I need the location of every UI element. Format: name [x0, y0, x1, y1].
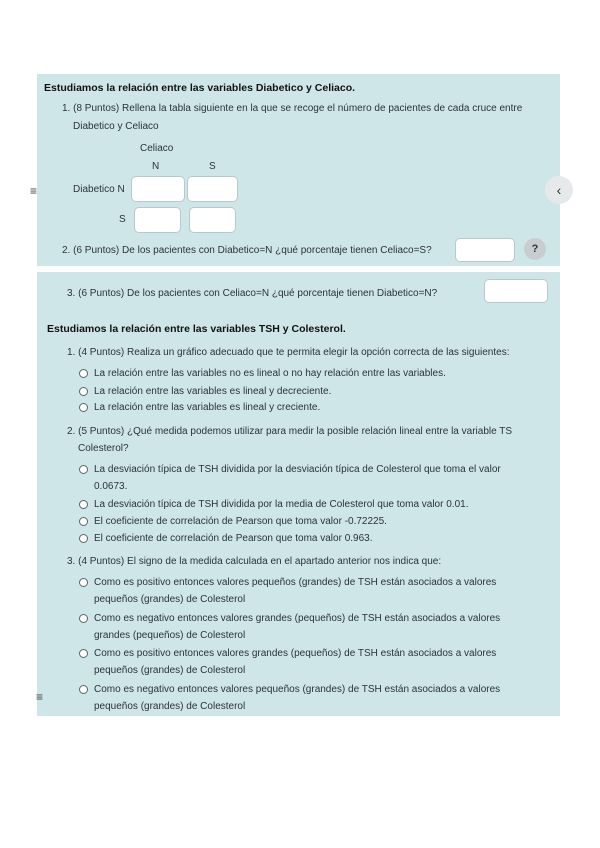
tsh-q3-option-4-radio[interactable] — [79, 685, 88, 694]
tsh-question-2-text: 2. (5 Puntos) ¿Qué medida podemos utilizar para medir la posible relación lineal entre la variable TS — [67, 426, 513, 437]
question-3-text: 3. (6 Puntos) De los pacientes con Celiaco=N ¿qué porcentaje tienen Diabetico=N? — [67, 288, 438, 299]
section-heading-tsh-colesterol: Estudiamos la relación entre las variables TSH y Colesterol. — [47, 323, 346, 335]
tsh-q3-option-2-radio[interactable] — [79, 614, 88, 623]
table-col-variable: Celiaco — [140, 143, 174, 154]
table-row-variable: Diabetico N — [73, 184, 125, 195]
tsh-q2-option-4-label: El coeficiente de correlación de Pearson que toma valor 0.963. — [94, 533, 373, 544]
tsh-q3-option-1-radio[interactable] — [79, 578, 88, 587]
tsh-q3-option-3-radio[interactable] — [79, 649, 88, 658]
cell-diabetico-s-celiaco-n[interactable] — [134, 207, 181, 233]
chevron-left-icon: ‹ — [556, 182, 562, 198]
question-mark-icon: ? — [531, 243, 539, 255]
tsh-q3-option-4-label-cont: pequeños (grandes) de Colesterol — [94, 701, 246, 712]
tsh-q2-option-1-label-cont: 0.0673. — [94, 481, 128, 492]
table-col-s: S — [209, 161, 216, 172]
tsh-q2-option-1-radio[interactable] — [79, 465, 88, 474]
tsh-q3-option-1-label: Como es positivo entonces valores pequeños (grandes) de TSH están asociados a valores — [94, 577, 497, 588]
tsh-q3-option-1-label-cont: pequeños (grandes) de Colesterol — [94, 594, 246, 605]
question-1-text-cont: Diabetico y Celiaco — [73, 121, 159, 132]
hamburger-menu-icon-bottom[interactable]: ≡ — [36, 690, 44, 704]
section-heading-diabetico-celiaco: Estudiamos la relación entre las variables Diabetico y Celiaco. — [44, 82, 356, 94]
cell-diabetico-n-celiaco-n[interactable] — [131, 176, 185, 202]
back-button[interactable] — [545, 176, 573, 204]
tsh-q2-option-2-radio[interactable] — [79, 500, 88, 509]
tsh-q1-option-2-radio[interactable] — [79, 387, 88, 396]
tsh-q2-option-4-radio[interactable] — [79, 534, 88, 543]
tsh-q3-option-2-label: Como es negativo entonces valores grandes (pequeños) de TSH están asociados a valores — [94, 613, 501, 624]
tsh-q1-option-3-label: La relación entre las variables es lineal y creciente. — [94, 402, 321, 413]
cell-diabetico-n-celiaco-s[interactable] — [187, 176, 238, 202]
hamburger-menu-icon[interactable]: ≡ — [30, 184, 38, 198]
tsh-question-1-text: 1. (4 Puntos) Realiza un gráfico adecuado que te permita elegir la opción correcta de las siguientes: — [67, 347, 510, 358]
tsh-q1-option-2-label: La relación entre las variables es lineal y decreciente. — [94, 386, 332, 397]
table-col-n: N — [152, 161, 160, 172]
tsh-q1-option-1-label: La relación entre las variables no es lineal o no hay relación entre las variables. — [94, 368, 446, 379]
question-2-text: 2. (6 Puntos) De los pacientes con Diabetico=N ¿qué porcentaje tienen Celiaco=S? — [62, 245, 432, 256]
question-3-answer-input[interactable] — [484, 279, 548, 303]
tsh-q3-option-2-label-cont: grandes (pequeños) de Colesterol — [94, 630, 246, 641]
tsh-question-2-text-cont: Colesterol? — [78, 443, 129, 454]
tsh-q2-option-2-label: La desviación típica de TSH dividida por la media de Colesterol que toma valor 0.01. — [94, 499, 469, 510]
tsh-q2-option-1-label: La desviación típica de TSH dividida por la desviación típica de Colesterol que toma el valor — [94, 464, 501, 475]
tsh-q3-option-3-label-cont: pequeños (grandes) de Colesterol — [94, 665, 246, 676]
cell-diabetico-s-celiaco-s[interactable] — [189, 207, 236, 233]
help-button[interactable] — [524, 238, 546, 260]
question-2-answer-input[interactable] — [455, 238, 515, 262]
tsh-q3-option-4-label: Como es negativo entonces valores pequeños (grandes) de TSH están asociados a valores — [94, 684, 501, 695]
tsh-q2-option-3-radio[interactable] — [79, 517, 88, 526]
tsh-q1-option-3-radio[interactable] — [79, 403, 88, 412]
tsh-question-3-text: 3. (4 Puntos) El signo de la medida calculada en el apartado anterior nos indica que: — [67, 556, 442, 567]
tsh-q1-option-1-radio[interactable] — [79, 369, 88, 378]
table-row-s: S — [119, 214, 126, 225]
question-1-text: 1. (8 Puntos) Rellena la tabla siguiente en la que se recoge el número de pacientes de cada cruce entre — [62, 103, 523, 114]
tsh-q2-option-3-label: El coeficiente de correlación de Pearson que toma valor -0.72225. — [94, 516, 387, 527]
tsh-q3-option-3-label: Como es positivo entonces valores grandes (pequeños) de TSH están asociados a valores — [94, 648, 497, 659]
